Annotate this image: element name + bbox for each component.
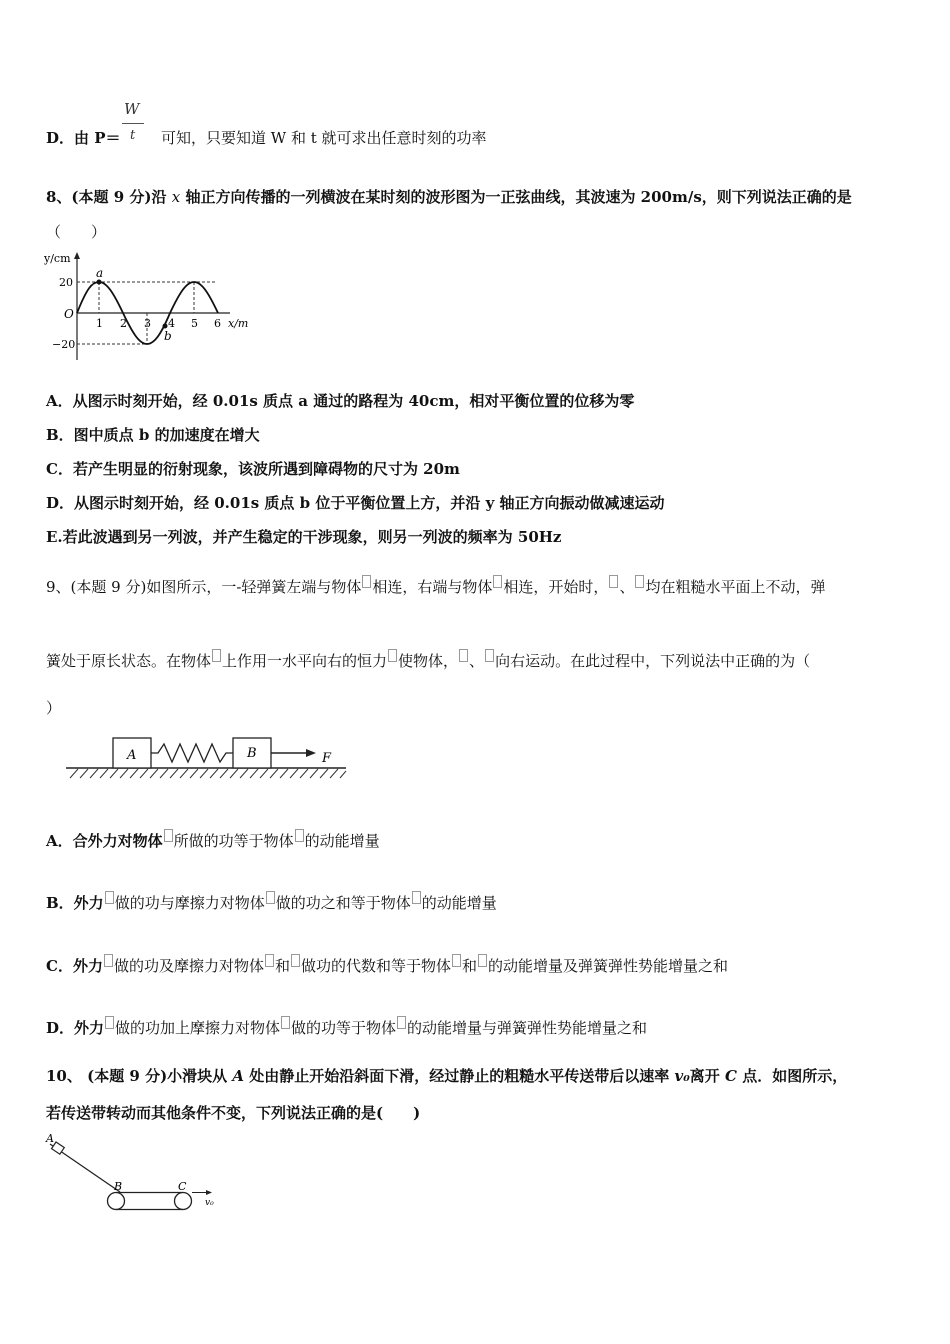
fraction-bar xyxy=(122,123,144,124)
missing-glyph xyxy=(412,891,421,904)
q10-l1-d: 点．如图所示， xyxy=(736,1067,848,1085)
x-tick-1: 1 xyxy=(96,317,103,330)
x-tick-4: 4 xyxy=(168,317,175,330)
missing-glyph xyxy=(478,954,487,967)
missing-glyph xyxy=(397,1016,406,1029)
q8-heading-a: 8、(本题 9 分)沿 xyxy=(46,188,172,206)
point-a-label: a xyxy=(96,266,104,280)
q9-opt-b-3: 的动能增量 xyxy=(421,894,497,912)
conveyor-figure xyxy=(40,1132,240,1222)
point-b-label: b xyxy=(164,329,172,343)
q8-option-b: B．图中质点 b 的加速度在增大 xyxy=(46,426,260,444)
q10-line-2: 若传送带转动而其他条件不变，下列说法正确的是( ) xyxy=(46,1104,421,1122)
x-tick-3: 3 xyxy=(144,317,151,330)
q10-line-1 xyxy=(46,1066,847,1086)
q9-line-1 xyxy=(46,575,825,597)
q9-l2-d: 、 xyxy=(469,652,485,670)
q9-opt-a-1: 所做的功等于物体 xyxy=(173,832,294,850)
q9-l1-b: 相连，右端与物体 xyxy=(372,578,493,596)
missing-glyph xyxy=(485,649,494,662)
missing-glyph xyxy=(265,954,274,967)
block-b-label: B xyxy=(247,746,257,761)
q9-l2-a: 簧处于原长状态。在物体 xyxy=(46,652,212,670)
q9-line-3: ） xyxy=(46,699,62,717)
missing-glyph xyxy=(212,649,221,662)
q10-l1-c: 离开 xyxy=(689,1067,726,1085)
force-arrow-head xyxy=(306,749,316,757)
missing-glyph xyxy=(493,575,502,588)
q9-opt-c-3: 做功的代数和等于物体 xyxy=(300,957,451,975)
label-c: C xyxy=(178,1180,187,1193)
q7-option-d-prefix: D．由 P＝ xyxy=(46,129,121,147)
q9-opt-d-3: 的动能增量与弹簧弹性势能增量之和 xyxy=(407,1019,648,1037)
fraction-numerator: W xyxy=(124,100,140,118)
q9-opt-b-0: B．外力 xyxy=(46,894,104,912)
missing-glyph xyxy=(266,891,275,904)
q8-paren: （ ） xyxy=(46,223,107,241)
q7-option-d xyxy=(46,128,487,148)
q9-l1-c: 相连，开始时， xyxy=(503,578,609,596)
q10-l1-a: 10、 (本题 9 分)小滑块从 xyxy=(46,1067,233,1085)
q9-opt-a-0: A．合外力对物体 xyxy=(46,832,163,850)
q9-l1-d: 、 xyxy=(619,578,635,596)
point-a-dot xyxy=(97,280,102,285)
missing-glyph xyxy=(105,1016,114,1029)
missing-glyph xyxy=(164,829,173,842)
fraction-denominator: t xyxy=(130,128,136,143)
ground-hatch xyxy=(70,769,346,778)
missing-glyph xyxy=(459,649,468,662)
missing-glyph xyxy=(362,575,371,588)
missing-glyph xyxy=(104,954,113,967)
y-axis-arrow xyxy=(74,252,80,259)
roller-left xyxy=(108,1193,125,1210)
q9-line-2 xyxy=(46,649,810,671)
spring-figure xyxy=(64,734,364,794)
missing-glyph xyxy=(388,649,397,662)
point-b-dot xyxy=(163,324,168,329)
x-label: x/m xyxy=(228,317,249,330)
q9-l2-b: 上作用一水平向右的恒力 xyxy=(222,652,388,670)
q9-opt-d-1: 做的功加上摩擦力对物体 xyxy=(115,1019,281,1037)
missing-glyph xyxy=(452,954,461,967)
force-label: F xyxy=(322,751,332,766)
x-tick-6: 6 xyxy=(214,317,221,330)
x-tick-2: 2 xyxy=(120,317,127,330)
q10-l1-C: C xyxy=(725,1067,737,1085)
q8-option-a: A．从图示时刻开始，经 0.01s 质点 a 通过的路程为 40cm，相对平衡位置的位移为零 xyxy=(46,392,635,410)
x-tick-5: 5 xyxy=(191,317,198,330)
q8-option-c: C．若产生明显的衍射现象，该波所遇到障碍物的尺寸为 20m xyxy=(46,460,460,478)
q9-opt-b-1: 做的功与摩擦力对物体 xyxy=(114,894,265,912)
q9-option-a xyxy=(46,829,380,851)
y-label: y/cm xyxy=(44,252,71,265)
q9-opt-c-2: 和 xyxy=(274,957,290,975)
q9-opt-c-5: 的动能增量及弹簧弹性势能增量之和 xyxy=(488,957,729,975)
label-a: A xyxy=(46,1132,54,1145)
y-tick-20: 20 xyxy=(59,276,73,289)
spring xyxy=(151,744,233,762)
q9-opt-a-2: 的动能增量 xyxy=(304,832,380,850)
missing-glyph xyxy=(105,891,114,904)
velocity-arrow-head xyxy=(206,1190,212,1195)
q9-l1-a: 9、(本题 9 分)如图所示，一-轻弹簧左端与物体 xyxy=(46,578,362,596)
q10-l1-b: 处由静止开始沿斜面下滑，经过静止的粗糙水平传送带后以速率 xyxy=(244,1067,675,1085)
missing-glyph xyxy=(635,575,644,588)
block-a-label: A xyxy=(127,748,137,763)
q9-opt-d-2: 做的功等于物体 xyxy=(291,1019,397,1037)
q8-heading-b: 轴正方向传播的一列横波在某时刻的波形图为一正弦曲线，其波速为 200m/s，则下列说法正确的是 xyxy=(180,188,852,206)
wave-graph xyxy=(40,248,260,368)
q10-l1-v: v₀ xyxy=(674,1067,690,1085)
q9-opt-d-0: D．外力 xyxy=(46,1019,105,1037)
q10-l1-A: A xyxy=(232,1067,245,1085)
q9-opt-b-2: 做的功之和等于物体 xyxy=(275,894,411,912)
roller-right xyxy=(175,1193,192,1210)
q9-opt-c-4: 和 xyxy=(462,957,478,975)
q9-l2-c: 使物体， xyxy=(398,652,459,670)
q9-option-c xyxy=(46,954,728,976)
q8-option-e: E.若此波遇到另一列波，并产生稳定的干涉现象，则另一列波的频率为 50Hz xyxy=(46,528,562,546)
missing-glyph xyxy=(281,1016,290,1029)
q9-l1-e: 均在粗糙水平面上不动，弹 xyxy=(645,578,826,596)
q9-option-d xyxy=(46,1016,647,1038)
y-tick-neg20: −20 xyxy=(52,338,76,351)
q9-opt-c-1: 做的功及摩擦力对物体 xyxy=(113,957,264,975)
q8-option-d: D．从图示时刻开始，经 0.01s 质点 b 位于平衡位置上方，并沿 y 轴正方向振动做减速运动 xyxy=(46,494,665,512)
q8-heading-var: x xyxy=(171,188,181,206)
missing-glyph xyxy=(291,954,300,967)
label-v0: v₀ xyxy=(205,1198,214,1208)
q9-l2-e: 向右运动。在此过程中，下列说法中正确的为（ xyxy=(495,652,811,670)
missing-glyph xyxy=(295,829,304,842)
missing-glyph xyxy=(609,575,618,588)
q9-option-b xyxy=(46,891,497,913)
q8-heading xyxy=(46,187,852,207)
q7-option-d-suffix: 可知，只要知道 W 和 t 就可求出任意时刻的功率 xyxy=(160,129,487,147)
origin-label: O xyxy=(64,307,74,321)
label-b: B xyxy=(114,1180,123,1193)
q9-opt-c-0: C．外力 xyxy=(46,957,103,975)
